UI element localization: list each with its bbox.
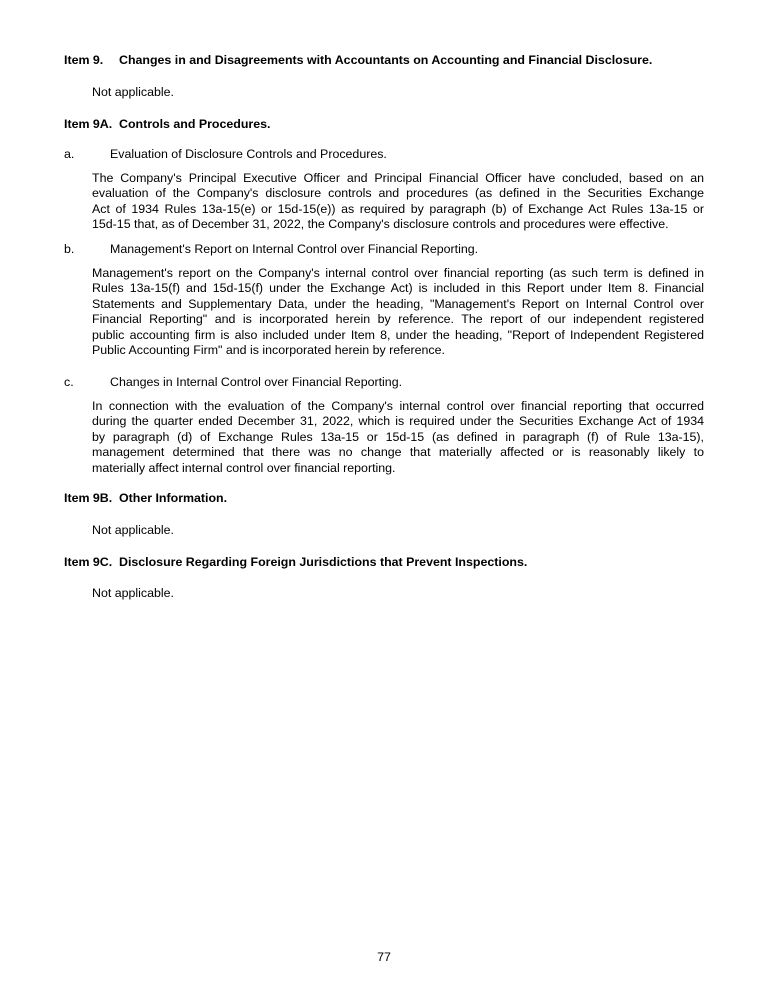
item9-heading [64,53,652,68]
line: by paragraph (d) of Exchange Rules 13a-15 or 15d-15 (as defined in paragraph (f) of Rule 13a-15), [92,429,704,444]
subsection-a-heading [64,147,387,162]
item9c-heading [64,555,527,570]
item9b-heading [64,491,227,506]
line: Financial Reporting" and is incorporated herein by reference. The report of our independent registered [92,312,704,327]
line: The Company's Principal Executive Officer and Principal Financial Officer have concluded, based on an [92,171,704,185]
line: In connection with the evaluation of the Company's internal control over financial reporting that occurred [92,399,704,413]
subsection-c-body [92,399,704,476]
line: evaluation of the Company's disclosure controls and procedures (as defined in the Securities Exchange [92,186,704,201]
subsection-title: Evaluation of Disclosure Controls and Procedures. [110,147,387,161]
subsection-title: Management's Report on Internal Control over Financial Reporting. [110,242,479,256]
line: public accounting firm is also included under Item 8, under the heading, "Report of Independent Registered [92,327,704,342]
letter: a. [64,147,75,161]
item-title: Disclosure Regarding Foreign Jurisdictions that Prevent Inspections. [119,555,528,569]
item9-body: Not applicable. [92,85,174,99]
page-number: 77 [377,950,391,964]
item-number: Item 9B. [64,491,113,505]
subsection-b-body [92,266,704,358]
item-number: Item 9C. [64,555,113,569]
line: management determined that there was no change that materially affected or is reasonably likely to [92,445,704,460]
letter: c. [64,375,74,389]
line: 15d-15 that, as of December 31, 2022, the Company's disclosure controls and procedures were effective. [92,217,669,232]
subsection-a-body [92,171,704,233]
subsection-title: Changes in Internal Control over Financial Reporting. [110,375,403,389]
line: Rules 13a-15(f) and 15d-15(f) under the Exchange Act) is included in this Report under Item 8. Financial [92,281,704,296]
item-title: Other Information. [119,491,228,505]
line: during the quarter ended December 31, 2022, which is required under the Securities Exchange Act of 1934 [92,414,704,429]
item9b-body: Not applicable. [92,523,174,537]
item9a-heading [64,117,270,132]
item-title: Changes in and Disagreements with Accountants on Accounting and Financial Disclosure. [119,53,653,67]
line: Statements and Supplementary Data, under the heading, "Management's Report on Internal Control over [92,296,704,311]
line: Public Accounting Firm" and is incorporated herein by reference. [92,343,445,358]
subsection-c-heading [64,375,402,390]
line: Act of 1934 Rules 13a-15(e) or 15d-15(e)) as required by paragraph (b) of Exchange Act Rules 13a-15 or [92,201,704,216]
item9c-body: Not applicable. [92,586,174,600]
item-title: Controls and Procedures. [119,117,271,131]
line: materially affect internal control over financial reporting. [92,460,396,475]
subsection-b-heading [64,242,478,257]
item-number: Item 9. [64,53,104,67]
line: Management's report on the Company's internal control over financial reporting (as such term is defined in [92,266,704,280]
item-number: Item 9A. [64,117,113,131]
letter: b. [64,242,75,256]
